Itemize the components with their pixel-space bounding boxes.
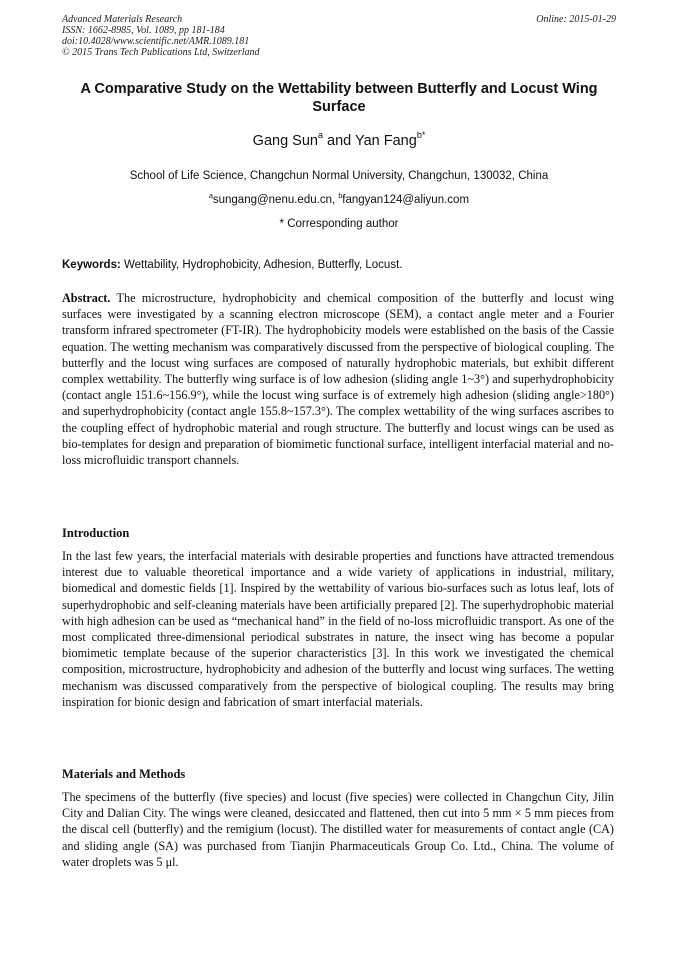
section-heading-introduction: Introduction	[62, 526, 130, 540]
keywords	[62, 258, 616, 272]
email-address: fangyan124@aliyun.com	[342, 194, 470, 206]
abstract-paragraph	[62, 290, 614, 468]
paper-title: A Comparative Study on the Wettability between Butterfly and Locust Wing Surface	[80, 81, 598, 115]
affiliation: School of Life Science, Changchun Normal University, Changchun, 130032, China	[129, 170, 549, 182]
keywords-text: Wettability, Hydrophobicity, Adhesion, Butterfly, Locust.	[120, 259, 403, 271]
corresponding-author-note: * Corresponding author	[279, 218, 399, 230]
section-heading-methods: Materials and Methods	[62, 767, 186, 781]
methods-paragraph: The specimens of the butterfly (five species) and locust (five species) were collected in Changchun City, Jilin City and Dalian City. The wings were cleaned, desiccated and flattened, then cut into 5 mm × 5 mm pieces from the discal cell (butterfly) and the remigium (locust). The distilled water for measurements of contact angle (CA) and sliding angle (SA) was purchased from Tianjin Pharmaceuticals Group Co. Ltd., China. The volume of water droplets was 5 μl.	[62, 790, 614, 869]
introduction-paragraph: In the last few years, the interfacial materials with desirable properties and functions have attracted tremendous interest due to valuable theoretical importance and a wide variety of applications in industrial, military, biomedical and domestic fields [1]. Inspired by the wettability of various bio-surfaces such as lotus leaf, lots of superhydrophobic and self-cleaning materials have been artificially prepared [2]. The superhydrophobic material with high adhesion can be used as “mechanical hand” in the field of no-loss microfluidic transport. As one of the most complicated three-dimensional periodical substrates in nature, the insect wing has become a popular biomimetic template because of the superior characteristics [3]. In this work we investigated the chemical composition, microstructure, hydrophobicity and adhesion of the butterfly and locust wing surfaces. The wetting mechanism was discussed comparatively from the perspective of biological coupling. The results may bring inspiration for bionic design and fabrication of smart interfacial materials.	[62, 549, 614, 709]
journal-name: Advanced Materials Research	[62, 14, 183, 25]
author-conjunction: and	[323, 133, 355, 149]
abstract-text: The microstructure, hydrophobicity and chemical composition of the butterfly and locust wing surfaces were investigated by a scanning electron microscope (SEM), a contact angle meter and a Fourier transform infrared spectrometer (FT-IR). The hydrophobicity models were established on the basis of the Cassie equation. The wetting mechanism was comparatively discussed from the perspective of biological coupling. The butterfly and the locust wing surfaces are composed of naturally hydrophobic materials, but exhibit different complex wettability. The butterfly wing surface is of low adhesion (sliding angle 1~3°) and superhydrophobicity (contact angle 151.6~156.9°), while the locust wing surface is of extremely high adhesion (sliding angle>180°) and superhydrophobicity (contact angle 155.8~157.3°). The complex wettability of the wing surfaces ascribes to the coupling effect of hydrophobic material and rough structure. The butterfly and locust wings can be used as bio-templates for design and preparation of biomimetic functional surface, intelligent interfacial material and no-loss microfluidic transport channels.	[62, 291, 614, 468]
journal-header	[62, 14, 616, 58]
abstract-label: Abstract.	[62, 291, 111, 305]
author-superscript: a	[317, 130, 323, 140]
email-superscript: a	[208, 193, 213, 200]
email-line	[62, 193, 616, 207]
issn-line: ISSN: 1662-8985, Vol. 1089, pp 181-184	[62, 25, 225, 36]
author-superscript: b*	[416, 130, 426, 140]
email-superscript: b	[338, 193, 343, 200]
copyright-line: © 2015 Trans Tech Publications Ltd, Switzerland	[62, 47, 260, 58]
online-date: Online: 2015-01-29	[536, 14, 616, 25]
author-name: Gang Sun	[252, 133, 318, 149]
doi-line: doi:10.4028/www.scientific.net/AMR.1089.181	[62, 36, 250, 47]
author-name: Yan Fang	[355, 133, 417, 149]
keywords-label: Keywords:	[62, 259, 121, 271]
email-address: sungang@nenu.edu.cn,	[212, 194, 339, 206]
author-line	[62, 132, 616, 150]
